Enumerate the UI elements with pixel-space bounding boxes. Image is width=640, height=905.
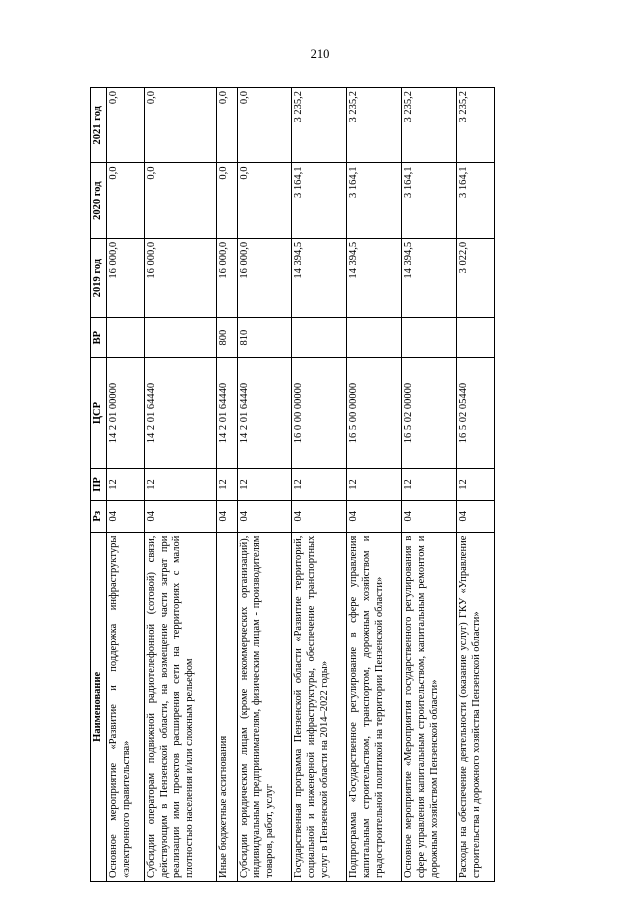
cell-2019: 3 022,0 [457,238,495,317]
cell-2021: 0,0 [237,88,292,163]
cell-name: Субсидии операторам подвижной радиотелефонной (сотовой) связи, действующим в Пензенской области, на возмещение части затрат при реализации ими проектов расширения сети на территориях с малой плотностью населения и/или сложным рельефом [144,532,216,881]
cell-2020: 0,0 [216,163,237,238]
cell-2019: 14 394,5 [292,238,347,317]
cell-rz: 04 [106,500,144,532]
cell-2019: 16 000,0 [106,238,144,317]
cell-2019: 14 394,5 [402,238,457,317]
table-row [457,88,495,882]
budget-table [90,87,495,882]
cell-2020: 3 164,1 [292,163,347,238]
table-row [347,88,402,882]
cell-name: Государственная программа Пензенской области «Развитие территорий, социальной и инженерной инфраструктуры, обеспечение транспортных услуг в Пензенской области на 2014–2022 годы» [292,532,347,881]
header-2021: 2021 год [91,88,107,163]
cell-vr: 800 [216,318,237,358]
table-row [292,88,347,882]
cell-csr: 14 2 01 00000 [106,357,144,468]
cell-name: Иные бюджетные ассигнования [216,532,237,881]
cell-2020: 0,0 [144,163,216,238]
cell-2021: 3 235,2 [457,88,495,163]
cell-pr: 12 [237,469,292,501]
table-row [237,88,292,882]
cell-2021: 3 235,2 [292,88,347,163]
cell-vr: 810 [237,318,292,358]
table-row [106,88,144,882]
cell-name: Основное мероприятие «Мероприятия государственного регулирования в сфере управления капитальным строительством, капитальным ремонтом и дорожным хозяйством Пензенской области» [402,532,457,881]
cell-2019: 14 394,5 [347,238,402,317]
cell-2020: 3 164,1 [347,163,402,238]
cell-2020: 0,0 [106,163,144,238]
cell-rz: 04 [216,500,237,532]
table-row [216,88,237,882]
cell-2020: 0,0 [237,163,292,238]
cell-rz: 04 [402,500,457,532]
header-vr: ВР [91,318,107,358]
cell-pr: 12 [144,469,216,501]
cell-vr [292,318,347,358]
cell-pr: 12 [216,469,237,501]
cell-pr: 12 [347,469,402,501]
header-pr: ПР [91,469,107,501]
cell-vr [106,318,144,358]
cell-pr: 12 [106,469,144,501]
cell-2020: 3 164,1 [402,163,457,238]
page-number: 210 [310,47,330,61]
cell-name: Субсидии юридическим лицам (кроме некоммерческих организаций), индивидуальным предпринимателям, физическим лицам - производителям товаров, работ, услуг [237,532,292,881]
cell-name: Расходы на обеспечение деятельности (оказание услуг) ГКУ «Управление строительства и дорожного хозяйства Пензенской области» [457,532,495,881]
cell-pr: 12 [457,469,495,501]
cell-2019: 16 000,0 [237,238,292,317]
cell-2021: 3 235,2 [402,88,457,163]
cell-csr: 14 2 01 64440 [144,357,216,468]
cell-csr: 16 5 02 05440 [457,357,495,468]
cell-csr: 14 2 01 64440 [216,357,237,468]
cell-2021: 0,0 [106,88,144,163]
header-rz: Рз [91,500,107,532]
header-name: Наименование [91,532,107,881]
cell-vr [402,318,457,358]
cell-rz: 04 [292,500,347,532]
cell-vr [457,318,495,358]
table-row [144,88,216,882]
cell-vr [347,318,402,358]
cell-csr: 14 2 01 64440 [237,357,292,468]
cell-rz: 04 [144,500,216,532]
cell-2019: 16 000,0 [216,238,237,317]
cell-2021: 0,0 [216,88,237,163]
cell-pr: 12 [402,469,457,501]
cell-name: Основное мероприятие «Развитие и поддержка инфраструктуры «электронного правительства» [106,532,144,881]
header-2019: 2019 год [91,238,107,317]
table-row [402,88,457,882]
cell-pr: 12 [292,469,347,501]
cell-rz: 04 [347,500,402,532]
header-2020: 2020 год [91,163,107,238]
cell-csr: 16 5 00 00000 [347,357,402,468]
cell-name: Подпрограмма «Государственное регулирование в сфере управления капитальным строительством, транспортом, дорожным хозяйством и градостроительной политикой на территории Пензенской области» [347,532,402,881]
cell-csr: 16 0 00 00000 [292,357,347,468]
rotated-table-container [90,87,495,882]
cell-vr [144,318,216,358]
cell-2019: 16 000,0 [144,238,216,317]
cell-csr: 16 5 02 00000 [402,357,457,468]
cell-2021: 0,0 [144,88,216,163]
cell-rz: 04 [457,500,495,532]
cell-2021: 3 235,2 [347,88,402,163]
header-csr: ЦСР [91,357,107,468]
cell-2020: 3 164,1 [457,163,495,238]
table-header-row [91,88,107,882]
cell-rz: 04 [237,500,292,532]
